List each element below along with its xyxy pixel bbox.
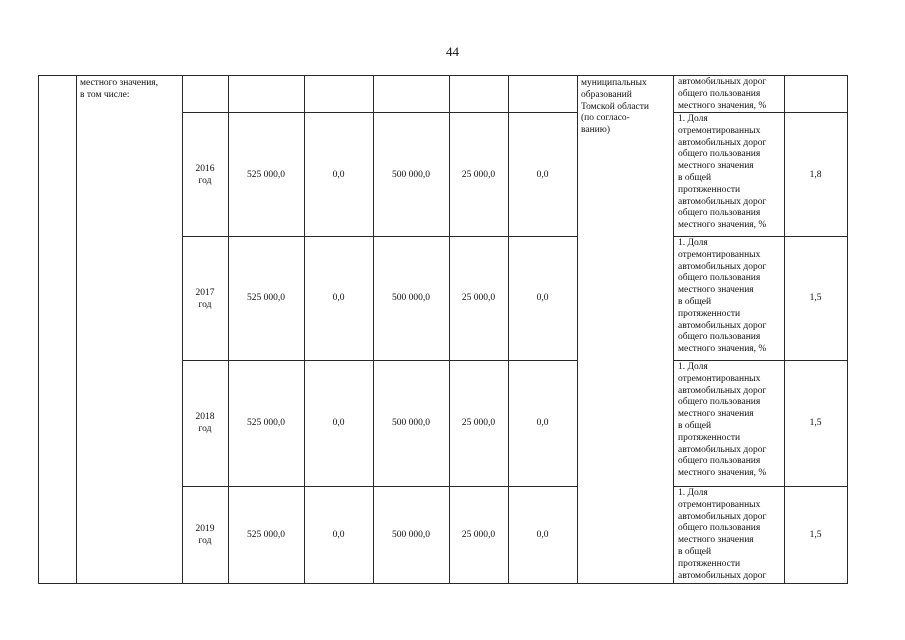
indicator-line: протяженности [678,184,741,195]
indicator-line: 1. Доля [678,362,708,372]
federal-cell: 0,0 [332,293,345,303]
col-border-5 [373,75,374,584]
indicator-line: в общей [678,420,712,431]
indicator-line: протяженности [678,558,741,569]
indicator-line: в общей [678,172,712,183]
year-number: 2019 [195,524,215,534]
year-suffix: год [198,300,212,310]
task-name-fragment: местного значения, в том числе: [80,78,159,100]
total-cell: 525 000,0 [247,293,285,303]
local-cell: 25 000,0 [461,170,496,180]
indicator-line: местного значения [678,535,754,546]
regional-cell: 500 000,0 [392,530,430,540]
federal-cell: 0,0 [332,530,345,540]
other-cell: 0,0 [536,530,549,540]
indicator-tail-line: общего пользования [678,88,761,99]
year-suffix: год [198,176,212,186]
year-number: 2017 [195,288,215,298]
indicator-line: местного значения [678,409,754,420]
indicator-line: протяженности [678,308,741,319]
federal-cell: 0,0 [332,418,345,428]
indicator-line: автомобильных дорог [678,570,767,581]
indicator-value-cell: 1,5 [809,418,822,428]
federal-cell: 0,0 [332,170,345,180]
indicator-line: автомобильных дорог [678,261,767,272]
col-border-4 [304,75,305,584]
participant-fragment: муниципальных образований Томской области (по согласо- ванию) [581,78,649,136]
row-divider-right-2019 [673,486,847,487]
year-cell [182,287,228,311]
row-divider-right-2017 [673,236,847,237]
col-border-0 [38,75,39,584]
indicator-line: автомобильных дорог [678,196,767,207]
indicator-line: отремонтированных [678,249,761,260]
row-divider-left-2018 [182,360,577,361]
indicator-tail [678,77,786,112]
col-border-1 [76,75,77,584]
indicator-line: протяженности [678,432,741,443]
other-cell: 0,0 [536,418,549,428]
local-cell: 25 000,0 [461,418,496,428]
indicator-tail-line: местного значения, % [678,100,767,111]
indicator-value-cell: 1,8 [809,170,822,180]
indicator-line: автомобильных дорог [678,385,767,396]
year-cell [182,163,228,187]
indicator-line: отремонтированных [678,499,761,510]
indicator-line: 1. Доля [678,488,708,498]
total-cell: 525 000,0 [247,418,285,428]
indicator-line: местного значения, % [678,468,767,479]
other-cell: 0,0 [536,170,549,180]
regional-cell: 500 000,0 [392,418,430,428]
indicator-line: в общей [678,546,712,557]
total-cell: 525 000,0 [247,170,285,180]
indicator-line: автомобильных дорог [678,137,767,148]
table-top-border [38,75,847,76]
col-border-9 [673,75,674,584]
col-border-6 [449,75,450,584]
row-divider-left-2016 [182,112,577,113]
indicator-text [678,114,786,236]
total-cell: 525 000,0 [247,530,285,540]
indicator-line: автомобильных дорог [678,320,767,331]
indicator-value-cell: 1,5 [809,293,822,303]
indicator-line: общего пользования [678,397,761,408]
indicator-line: общего пользования [678,332,761,343]
row-divider-left-2017 [182,236,577,237]
row-divider-right-2018 [673,360,847,361]
year-number: 2018 [195,412,215,422]
indicator-line: общего пользования [678,456,761,467]
indicator-value-cell: 1,5 [809,530,822,540]
other-cell: 0,0 [536,293,549,303]
indicator-line: 1. Доля [678,238,708,248]
row-divider-left-2019 [182,486,577,487]
year-suffix: год [198,536,212,546]
col-border-2 [182,75,183,584]
indicator-line: местного значения [678,285,754,296]
indicator-text [678,488,786,583]
indicator-line: общего пользования [678,208,761,219]
year-suffix: год [198,424,212,434]
year-number: 2016 [195,164,215,174]
indicator-text [678,362,786,486]
col-border-8 [577,75,578,584]
col-border-7 [508,75,509,584]
indicator-line: общего пользования [678,523,761,534]
year-cell [182,411,228,435]
indicator-line: автомобильных дорог [678,444,767,455]
local-cell: 25 000,0 [461,293,496,303]
indicator-line: общего пользования [678,273,761,284]
indicator-line: отремонтированных [678,125,761,136]
indicator-line: 1. Доля [678,114,708,124]
col-border-11 [847,75,848,584]
local-cell: 25 000,0 [461,530,496,540]
page-number: 44 [446,44,459,59]
table-bottom-border [38,583,847,584]
indicator-line: в общей [678,296,712,307]
regional-cell: 500 000,0 [392,293,430,303]
indicator-line: отремонтированных [678,373,761,384]
indicator-text [678,238,786,360]
indicator-line: общего пользования [678,149,761,160]
col-border-3 [228,75,229,584]
regional-cell: 500 000,0 [392,170,430,180]
indicator-line: местного значения, % [678,344,767,355]
row-divider-right-2016 [673,112,847,113]
year-cell [182,523,228,547]
indicator-line: местного значения, % [678,220,767,231]
indicator-tail-line: автомобильных дорог [678,77,767,87]
indicator-line: автомобильных дорог [678,511,767,522]
indicator-line: местного значения [678,161,754,172]
